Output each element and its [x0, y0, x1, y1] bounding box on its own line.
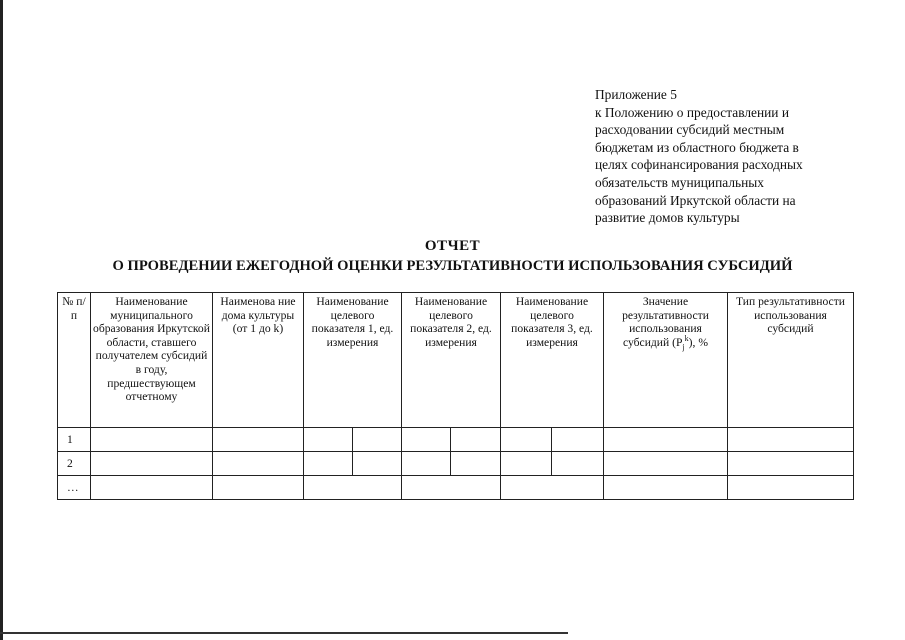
- header-num: № п/п: [58, 293, 91, 428]
- cell: [402, 476, 501, 500]
- report-title: ОТЧЕТ: [424, 238, 481, 254]
- scan-bottom-edge: [0, 632, 568, 634]
- cell: [552, 452, 604, 476]
- row-num: 1: [58, 428, 91, 452]
- cell: [353, 428, 402, 452]
- header-effectiveness-type: Тип результативности использования субсидий: [728, 293, 854, 428]
- row-num: 2: [58, 452, 91, 476]
- cell: [91, 452, 213, 476]
- table-row: [58, 452, 854, 476]
- appendix-line: образований Иркутской области на: [595, 192, 796, 208]
- report-subtitle: О ПРОВЕДЕНИИ ЕЖЕГОДНОЙ ОЦЕНКИ РЕЗУЛЬТАТИВНОСТИ ИСПОЛЬЗОВАНИЯ СУБСИДИЙ: [112, 258, 793, 274]
- cell: [304, 476, 402, 500]
- header-indicator-2: Наименование целевого показателя 2, ед. измерения: [402, 293, 501, 428]
- row-num: …: [58, 476, 91, 500]
- appendix-note: [595, 86, 855, 227]
- table-header-row: [58, 293, 854, 428]
- header-indicator-3: Наименование целевого показателя 3, ед. измерения: [501, 293, 604, 428]
- cell: [304, 452, 353, 476]
- cell: [353, 452, 402, 476]
- cell: [501, 428, 552, 452]
- cell: [501, 476, 604, 500]
- appendix-line: целях софинансирования расходных: [595, 157, 803, 173]
- appendix-line: обязательств муниципальных: [595, 174, 764, 190]
- cell: [213, 428, 304, 452]
- cell: [91, 428, 213, 452]
- cell: [552, 428, 604, 452]
- cell: [91, 476, 213, 500]
- header-municipality: Наименование муниципального образования Иркутской области, ставшего получателем субсидий в году, предшествующем отчетному: [91, 293, 213, 428]
- table-row: [58, 476, 854, 500]
- header-effectiveness-value: [604, 293, 728, 428]
- appendix-line: бюджетам из областного бюджета в: [595, 139, 799, 155]
- appendix-line: к Положению о предоставлении и: [595, 104, 789, 120]
- header-value-prefix: Значение результативности использования субсидий (P: [622, 295, 709, 349]
- cell: [604, 428, 728, 452]
- cell: [451, 452, 501, 476]
- cell: [304, 428, 353, 452]
- appendix-line: расходовании субсидий местным: [595, 122, 785, 138]
- header-value-suffix: ), %: [688, 335, 708, 349]
- appendix-line: развитие домов культуры: [595, 210, 740, 226]
- scan-left-edge: [0, 0, 3, 640]
- cell: [728, 476, 854, 500]
- header-indicator-1: Наименование целевого показателя 1, ед. измерения: [304, 293, 402, 428]
- header-value-superscript: k: [684, 333, 689, 343]
- cell: [213, 452, 304, 476]
- header-house-of-culture: Наименова ние дома культуры (от 1 до k): [213, 293, 304, 428]
- cell: [728, 428, 854, 452]
- header-value-subscript: j: [682, 342, 685, 352]
- cell: [501, 452, 552, 476]
- report-table: [57, 292, 854, 500]
- cell: [728, 452, 854, 476]
- cell: [604, 476, 728, 500]
- appendix-line: Приложение 5: [595, 87, 677, 102]
- cell: [402, 452, 451, 476]
- cell: [451, 428, 501, 452]
- table-row: [58, 428, 854, 452]
- cell: [402, 428, 451, 452]
- cell: [604, 452, 728, 476]
- cell: [213, 476, 304, 500]
